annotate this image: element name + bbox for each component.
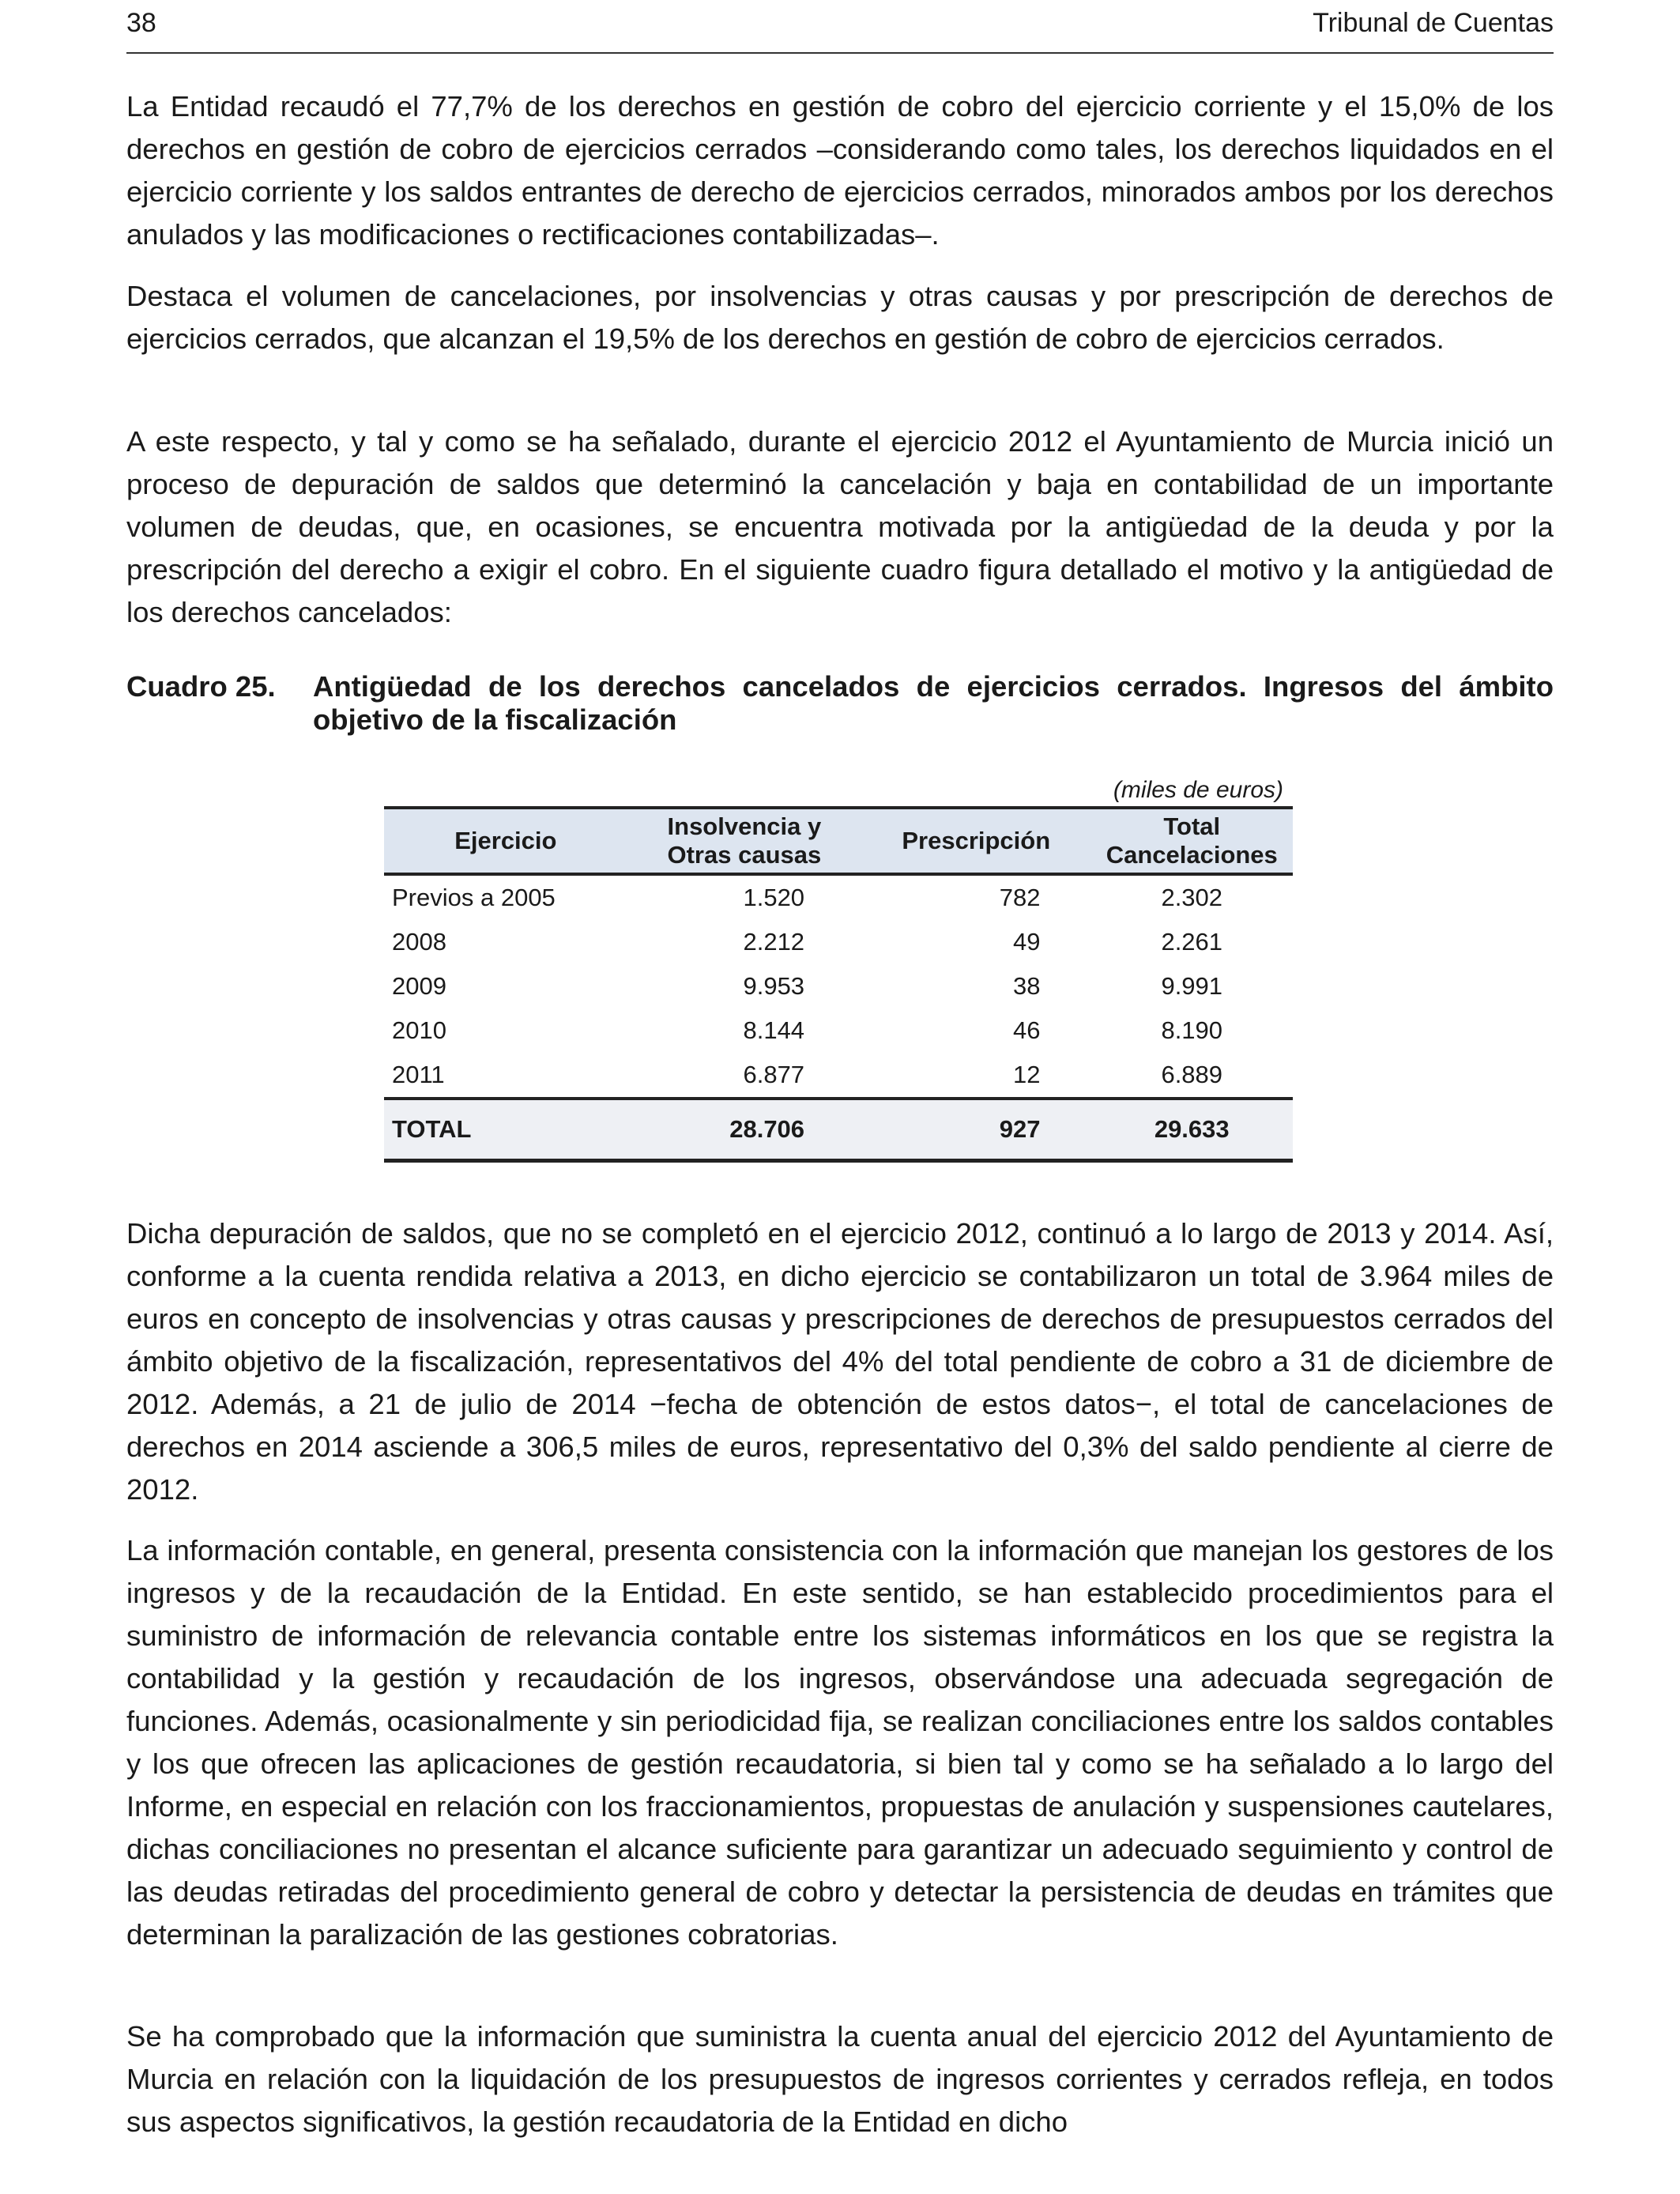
header-total-line1: Total xyxy=(1163,812,1221,840)
total-prescripcion: 927 xyxy=(861,1099,1090,1161)
header-insolvencia-line1: Insolvencia y xyxy=(667,812,822,840)
cell-ejercicio: 2010 xyxy=(392,1016,446,1044)
cell-prescripcion: 782 xyxy=(999,884,1041,911)
cell-ejercicio: Previos a 2005 xyxy=(392,884,556,911)
cell-ejercicio: 2011 xyxy=(384,1053,627,1099)
cell-prescripcion: 49 xyxy=(1013,928,1041,956)
running-head: Tribunal de Cuentas xyxy=(1313,8,1554,38)
header-prescripcion-label: Prescripción xyxy=(902,827,1051,854)
table-caption-label: Cuadro 25. xyxy=(126,670,276,703)
paragraph-5: La información contable, en general, presenta consistencia con la información que manejan los gestores de los ingresos y de la recaudación de la Entidad. En este sentido, se han establecido procedimientos para el suministro de información de relevancia contable entre los sistemas informáticos en los que se registra la contabilidad y la gestión y recaudación de los ingresos, observándose una adecuada segregación de funciones. Además, ocasionalmente y sin periodicidad fija, se realizan conciliaciones entre los saldos contables y los que ofrecen las aplicaciones de gestión recaudatoria, si bien tal y como se ha señalado a lo largo del Informe, en especial en relación con los fraccionamientos, propuestas de anulación y suspensiones cautelares, dichas conciliaciones no presentan el alcance suficiente para garantizar un adecuado seguimiento y control de las deudas retiradas del procedimiento general de cobro y detectar la persistencia de deudas en trámites que determinan la paralización de las gestiones cobratorias. xyxy=(126,1534,1554,1951)
header-ejercicio-label: Ejercicio xyxy=(454,827,557,854)
total-insolvencia: 28.706 xyxy=(627,1099,861,1161)
paragraph-6: Se ha comprobado que la información que suministra la cuenta anual del ejercicio 2012 del Ayuntamiento de Murcia en relación con la liquidación de los presupuestos de ingresos corrientes y cerrados refleja, en todos sus aspectos significativos, la gestión recaudatoria de la Entidad en dicho xyxy=(126,2020,1554,2138)
cell-prescripcion: 12 xyxy=(861,1053,1090,1099)
cancellations-table xyxy=(384,806,1293,1163)
cell-prescripcion: 38 xyxy=(1013,972,1041,1000)
table-row xyxy=(384,874,1293,920)
paragraph-1: La Entidad recaudó el 77,7% de los derechos en gestión de cobro del ejercicio corriente y el 15,0% de los derechos en gestión de cobro de ejercicios cerrados –considerando como tales, los derechos liquidados en el ejercicio corriente y los saldos entrantes de derecho de ejercicios cerrados, minorados ambos por los derechos anulados y las modificaciones o rectificaciones contabilizadas–. xyxy=(126,90,1554,251)
paragraph-3: A este respecto, y tal y como se ha señalado, durante el ejercicio 2012 el Ayuntamiento de Murcia inició un proceso de depuración de saldos que determinó la cancelación y baja en contabilidad de un importante volumen de deudas, que, en ocasiones, se encuentra motivada por la antigüedad de la deuda y por la prescripción del derecho a exigir el cobro. En el siguiente cuadro figura detallado el motivo y la antigüedad de los derechos cancelados: xyxy=(126,425,1554,628)
table-row xyxy=(384,964,1293,1008)
cell-ejercicio: 2008 xyxy=(392,928,446,956)
total-cancelaciones: 29.633 xyxy=(1091,1099,1294,1161)
table-caption-title: Antigüedad de los derechos cancelados de ejercicios cerrados. Ingresos del ámbito objetivo de la fiscalización xyxy=(313,670,1554,736)
cell-total: 6.889 xyxy=(1091,1053,1294,1099)
cell-insolvencia: 9.953 xyxy=(743,972,805,1000)
table-header-row xyxy=(384,808,1293,874)
paragraph-4: Dicha depuración de saldos, que no se completó en el ejercicio 2012, continuó a lo largo de 2013 y 2014. Así, conforme a la cuenta rendida relativa a 2013, en dicho ejercicio se contabilizaron un total de 3.964 miles de euros en concepto de insolvencias y otras causas y prescripciones de derechos de presupuestos cerrados del ámbito objetivo de la fiscalización, representativos del 4% del total pendiente de cobro a 31 de diciembre de 2012. Además, a 21 de julio de 2014 −fecha de obtención de estos datos−, el total de cancelaciones de derechos en 2014 asciende a 306,5 miles de euros, representativo del 0,3% del saldo pendiente al cierre de 2012. xyxy=(126,1217,1554,1506)
paragraph-2: Destaca el volumen de cancelaciones, por insolvencias y otras causas y por prescripción de derechos de ejercicios cerrados, que alcanzan el 19,5% de los derechos en gestión de cobro de ejercicios cerrados. xyxy=(126,280,1554,355)
header-insolvencia xyxy=(627,808,861,874)
table-total-row xyxy=(384,1099,1293,1161)
table-container xyxy=(384,775,1293,1163)
header-ejercicio xyxy=(384,808,627,874)
table-units-note: (miles de euros) xyxy=(1113,777,1283,803)
document-page xyxy=(126,0,1554,2194)
cell-insolvencia: 1.520 xyxy=(743,884,805,911)
header-insolvencia-line2: Otras causas xyxy=(667,841,822,869)
cell-insolvencia: 6.877 xyxy=(627,1053,861,1099)
header-prescripcion xyxy=(861,808,1090,874)
header-total xyxy=(1091,808,1294,874)
cell-total: 2.261 xyxy=(1161,928,1223,956)
table-row xyxy=(384,920,1293,964)
cell-insolvencia: 2.212 xyxy=(743,928,805,956)
page-number: 38 xyxy=(126,8,156,38)
cell-total: 2.302 xyxy=(1161,884,1223,911)
cell-insolvencia: 8.144 xyxy=(743,1016,805,1044)
table-row xyxy=(384,1008,1293,1053)
cell-ejercicio: 2009 xyxy=(392,972,446,1000)
page-header xyxy=(126,6,1554,54)
cell-total: 9.991 xyxy=(1161,972,1223,1000)
cell-prescripcion: 46 xyxy=(1013,1016,1041,1044)
cell-total: 8.190 xyxy=(1161,1016,1223,1044)
table-row xyxy=(384,1053,1293,1099)
total-label: TOTAL xyxy=(384,1099,627,1161)
header-total-line2: Cancelaciones xyxy=(1106,841,1278,869)
